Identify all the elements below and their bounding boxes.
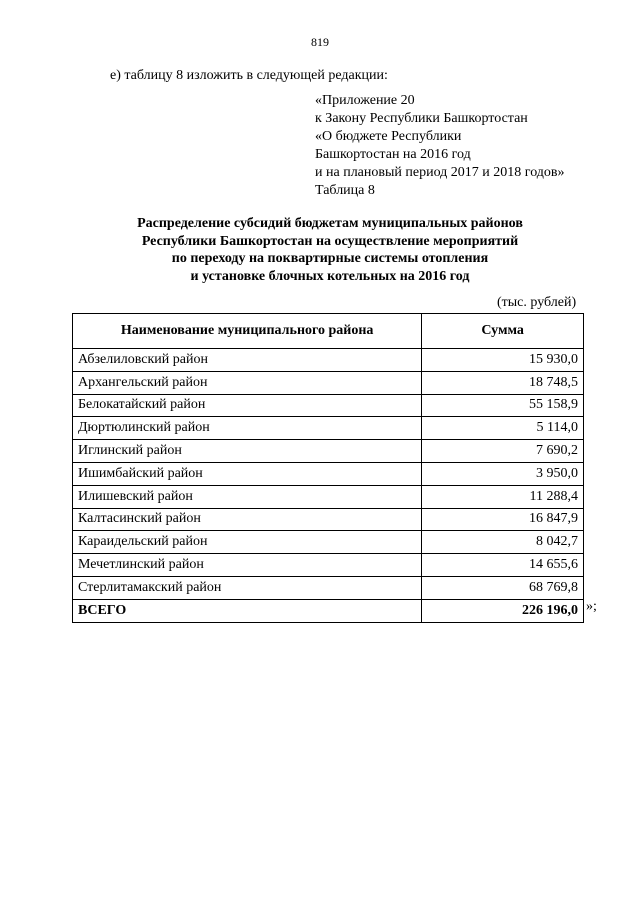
subsidy-table (72, 313, 584, 623)
district-amount: 8 042,7 (422, 531, 584, 554)
district-name: Иглинский район (73, 440, 422, 463)
units-label: (тыс. рублей) (497, 295, 577, 310)
district-amount: 11 288,4 (422, 485, 584, 508)
table-row (73, 531, 584, 554)
title-line: Распределение субсидий бюджетам муниципальных районов (137, 216, 523, 231)
district-name: Ишимбайский район (73, 462, 422, 485)
table-row (73, 508, 584, 531)
table-row (73, 417, 584, 440)
table-row (73, 349, 584, 372)
district-amount: 55 158,9 (422, 394, 584, 417)
table-row (73, 576, 584, 599)
district-name: Илишевский район (73, 485, 422, 508)
title-line: и установке блочных котельных на 2016 год (190, 268, 470, 284)
title-line: Республики Башкортостан на осуществление мероприятий (141, 233, 519, 249)
district-name: Калтасинский район (73, 508, 422, 531)
district-name: Стерлитамакский район (73, 576, 422, 599)
annex-line: «О бюджете Республики (315, 129, 462, 144)
table-row (73, 371, 584, 394)
table-row (73, 485, 584, 508)
total-row (73, 599, 584, 622)
district-amount: 5 114,0 (422, 417, 584, 440)
annex-line: «Приложение 20 (315, 93, 415, 108)
table-row (73, 554, 584, 577)
intro-text: е) таблицу 8 изложить в следующей редакции: (110, 68, 388, 83)
annex-line: к Закону Республики Башкортостан (315, 111, 528, 126)
district-name: Абзелиловский район (73, 349, 422, 372)
district-name: Мечетлинский район (73, 554, 422, 577)
table-title (70, 215, 590, 285)
district-amount: 68 769,8 (422, 576, 584, 599)
annex-line: Башкортостан на 2016 год (315, 147, 471, 162)
annex-line: Таблица 8 (315, 183, 375, 198)
district-amount: 18 748,5 (422, 371, 584, 394)
annex-line: и на плановый период 2017 и 2018 годов» (315, 165, 565, 180)
district-amount: 16 847,9 (422, 508, 584, 531)
table-header-row (73, 314, 584, 349)
district-amount: 3 950,0 (422, 462, 584, 485)
total-label: ВСЕГО (73, 599, 422, 622)
district-amount: 7 690,2 (422, 440, 584, 463)
district-amount: 15 930,0 (422, 349, 584, 372)
title-line: по переходу на поквартирные системы отопления (171, 251, 489, 266)
closing-quote: »; (586, 599, 597, 614)
district-name: Дюртюлинский район (73, 417, 422, 440)
district-name: Караидельский район (73, 531, 422, 554)
district-name: Белокатайский район (73, 394, 422, 417)
district-name: Архангельский район (73, 371, 422, 394)
table-row (73, 394, 584, 417)
district-amount: 14 655,6 (422, 554, 584, 577)
header-district: Наименование муниципального района (73, 314, 422, 349)
header-amount: Сумма (422, 314, 584, 349)
table-row (73, 462, 584, 485)
table-row (73, 440, 584, 463)
page-number: 819 (311, 35, 329, 49)
annex-block (315, 92, 565, 200)
total-amount: 226 196,0 (422, 599, 584, 622)
